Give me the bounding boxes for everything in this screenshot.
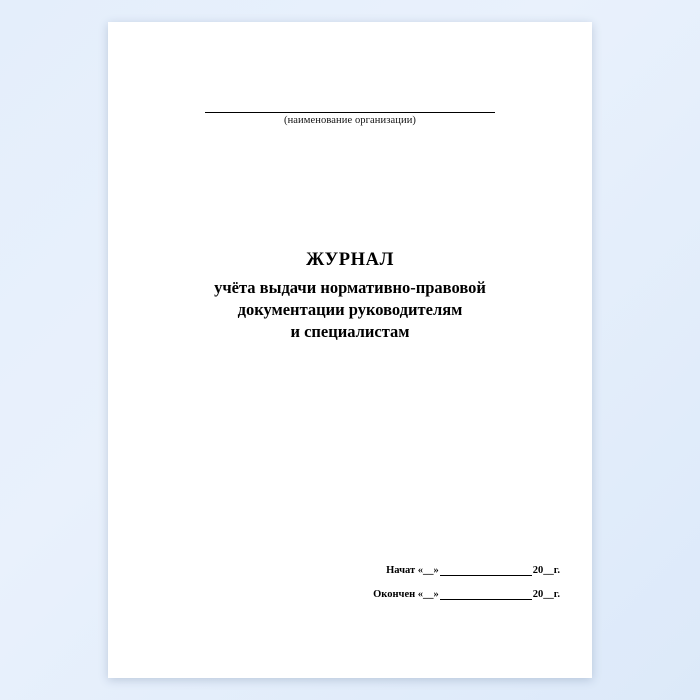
page-title: ЖУРНАЛ: [305, 250, 395, 270]
organization-name-rule: [205, 98, 495, 113]
finished-label: Окончен «__»: [373, 589, 439, 600]
started-label: Начат «__»: [386, 565, 439, 576]
title-subline-3: и специалистам: [290, 321, 410, 341]
document-title: [136, 250, 564, 342]
document-page: [108, 22, 592, 678]
started-blank-line: [440, 564, 532, 576]
started-year: 20__г.: [532, 565, 560, 576]
title-subline-2: документации руководителям: [237, 299, 463, 319]
finished-date-row: [373, 588, 560, 600]
finished-blank-line: [440, 588, 532, 600]
date-fields: [373, 564, 560, 600]
started-date-row: [373, 564, 560, 576]
title-subline-1: учёта выдачи нормативно-правовой: [214, 278, 486, 297]
organization-name-caption: (наименование организации): [283, 115, 417, 126]
finished-year: 20__г.: [532, 589, 560, 600]
organization-name-field: [108, 98, 592, 126]
